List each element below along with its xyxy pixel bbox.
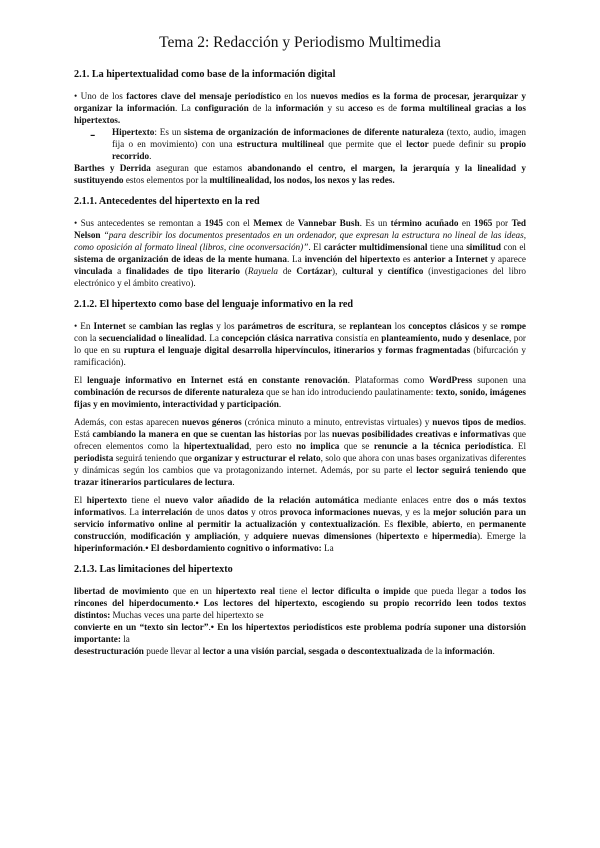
section-heading-2-1-3: 2.1.3. Las limitaciones del hipertexto: [74, 564, 233, 575]
dash-list-item-hipertexto: [74, 126, 526, 162]
document-title: Tema 2: Redacción y Periodismo Multimedia: [159, 34, 441, 51]
paragraph-lenguaje-informativo: El lenguaje informativo en Internet está en constante renovación. Plataformas como WordPress suponen una combinación de recursos de diferente naturaleza que se han ido introduciendo paulatinamente: texto, sonido, imágenes fijas y en movimiento, interactividad y participación.: [74, 375, 527, 409]
paragraph-factores-clave: • Uno de los factores clave del mensaje periodístico en los nuevos medios es la forma de procesar, jerarquizar y organizar la información. La configuración de la información y su acceso es de forma multilineal gracias a los hipertextos.: [74, 91, 526, 125]
bullet-lectores: convierte en un “texto sin lector”.• En los hipertextos periodísticos este problema podría suponer una distorsión importante: la: [74, 622, 526, 644]
paragraph-valor-anadido: El hipertexto tiene el nuevo valor añadido de la relación automática mediante enlaces entre dos o más textos informativos. La interrelación de unos datos y otros provoca informaciones nuevas, y es la mejor solución para un servicio informativo online al permitir la actualización y contextualización. Es flexible, abierto, en permanente construcción, modificación y ampliación, y adquiere nuevas dimensiones (hipertexto e hipermedia). Emerge la hiperinformación.• El desbordamiento cognitivo o informativo: La: [74, 495, 527, 553]
paragraph-hipertexto-definicion: Hipertexto: Es un sistema de organización de informaciones de diferente naturaleza (texto, audio, imagen fija o en movimiento) con una estructura multilineal que permite que el lector puede definir su propio recorrido.: [112, 127, 526, 161]
dash-bullet: -: [90, 126, 96, 143]
bullet-desbordamiento: libertad de movimiento que en un hipertexto real tiene el lector dificulta o impide que pueda llegar a todos los rincones del hiperdocumento.• Los lectores del hipertexto, escogiendo su propio recorrido leen todos textos distintos: Muchas veces una parte del hipertexto se: [74, 586, 526, 620]
paragraph-nuevos-generos: Además, con estas aparecen nuevos géneros (crónica minuto a minuto, entrevistas virtuales) y nuevos tipos de medios. Está cambiando la manera en que se cuentan las historias por las nuevas posibilidades creativas e informativas que ofrecen elementos como la hipertextualidad, pero esto no implica que se renuncie a la técnica periodística. El periodista seguirá teniendo que organizar y estructurar el relato, solo que ahora con unas bases organizativas diferentes y dinámicas según los cambios que va protagonizando internet. Además, por su parte el lector seguirá teniendo que trazar itinerarios particulares de lectura.: [74, 417, 527, 487]
section-heading-2-1: 2.1. La hipertextualidad como base de la información digital: [74, 69, 336, 80]
section-heading-2-1-2: 2.1.2. El hipertexto como base del lenguaje informativo en la red: [74, 299, 354, 310]
paragraph-internet-reglas: • En Internet se cambian las reglas y los parámetros de escritura, se replantean los conceptos clásicos y se rompe con la secuencialidad o linealidad. La concepción clásica narrativa consistía en planteamiento, nudo y desenlace, por lo que en su ruptura el lenguaje digital desarrolla hipervínculos, itinerarios y formas fragmentadas (bifurcación y ramificación).: [74, 321, 527, 367]
paragraph-antecedentes: • Sus antecedentes se remontan a 1945 con el Memex de Vannebar Bush. Es un término acuñado en 1965 por Ted Nelson “para describir los documentos presentados en un ordenador, que expresan la estructura no lineal de las ideas, como oposición al formato lineal (libros, cine oconversación)”. El carácter multidimensional tiene una similitud con el sistema de organización de ideas de la mente humana. La invención del hipertexto es anterior a Internet y aparece vinculada a finalidades de tipo literario (Rayuela de Cortázar), cultural y científico (investigaciones del libro electrónico y el ámbito creativo).: [74, 218, 527, 288]
paragraph-barthes-derrida: Barthes y Derrida aseguran que estamos abandonando el centro, el margen, la jerarquía y la linealidad y sustituyendo estos elementos por la multilinealidad, los nodos, los nexos y las redes.: [74, 163, 527, 185]
section-heading-2-1-1: 2.1.1. Antecedentes del hipertexto en la red: [74, 196, 260, 207]
bullet-distorsion: desestructuración puede llevar al lector a una visión parcial, sesgada o descontextualizada de la información.: [74, 646, 495, 656]
